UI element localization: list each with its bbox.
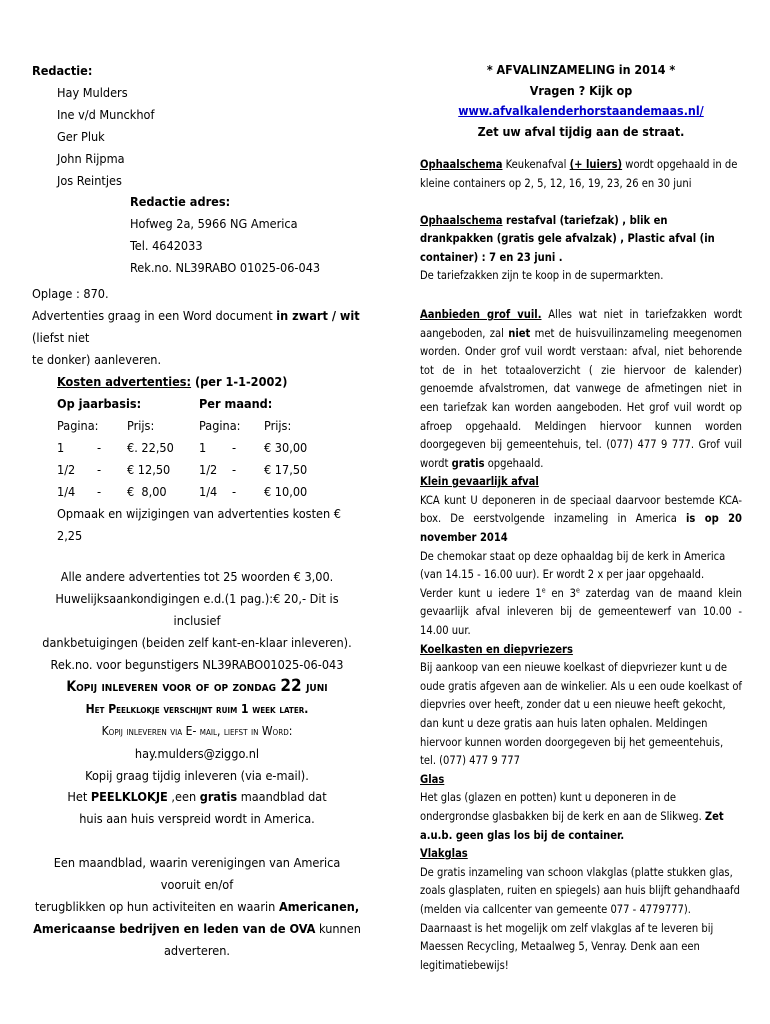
tariefzakken-line: De tariefzakken zijn te koop in de supermarkten.	[420, 269, 664, 283]
editor-name: Jos Reintjes	[57, 172, 122, 188]
table-header: Pagina:	[199, 417, 241, 433]
grof-vuil-paragraph: Aanbieden grof vuil. Alles wat niet in tariefzakken wordt aangeboden, zal niet met de huisvuilinzameling meegenomen worden. Onder grof vuil wordt verstaan: afval, niet behorende tot de in het totaaloverzicht ( zie hiervoor de kalender) genoemde afvalstromen, dat vanwege de afmetingen niet in een tariefzak kan worden aangeboden. Het grof vuil wordt op afroep opgehaald. Meldingen hiervoor kunnen worden doorgegeven bij gemeentehuis, tel. (077) 477 9 777. Grof vuil wordt gratis opgehaald.	[420, 307, 742, 470]
table-header: Prijs:	[264, 417, 292, 433]
adres-line: Tel. 4642033	[130, 238, 203, 254]
glas-paragraph: Het glas (glazen en potten) kunt u deponeren in de ondergrondse glasbakken bij de kerk en aan de Slikweg. Zet a.u.b. geen glas los bij de container.	[420, 791, 724, 842]
koelkasten-title: Koelkasten en diepvriezers	[420, 642, 573, 656]
afvalinzameling-title: * AFVALINZAMELING in 2014 *	[486, 62, 676, 77]
huwelijk-line: Huwelijksaankondigingen e.d.(1 pag.):€ 20,- Dit is inclusief	[55, 591, 339, 629]
kopij-deadline: Kopij inleveren voor of op zondag 22 juni	[66, 675, 328, 696]
advertenties-line: Advertenties graag in een Word document in zwart / wit (liefst niet	[32, 307, 360, 345]
table-row: 1 - €. 22,50 1 - € 30,00	[57, 439, 308, 455]
price-table	[57, 393, 307, 503]
redactie-adres-title: Redactie adres:	[130, 194, 231, 210]
tijdig-line: Kopij graag tijdig inleveren (via e-mail).	[85, 767, 309, 783]
table-row: 1/2 - € 12,50 1/2 - € 17,50	[57, 461, 308, 477]
ophaalschema-keukenafval: Ophaalschema Keukenafval (+ luiers) wordt opgehaald in de kleine containers op 2, 5, 12, 16, 19, 23, 26 en 30 juni	[420, 158, 738, 190]
email-address[interactable]: hay.mulders@ziggo.nl	[134, 745, 260, 761]
kosten-title: Kosten advertenties: (per 1-1-2002)	[57, 373, 288, 389]
koelkasten-paragraph: Bij aankoop van een nieuwe koelkast of diepvriezer kunt u de oude gratis afgeven aan de winkelier. Als u een oude koelkast of diepvries over heeft, zonder dat u een nieuwe heeft gekocht, dan kunt u deze gratis aan huis laten ophalen. Meldingen hiervoor kunnen worden doorgegeven bij het gemeentehuis, tel. (077) 477 9 777	[420, 661, 742, 768]
afvalkalender-link[interactable]: www.afvalkalenderhorstaandemaas.nl/	[458, 103, 704, 119]
glas-title: Glas	[420, 772, 445, 786]
maandblad-line-2: terugblikken op hun activiteiten en waarin Americanen,	[34, 899, 360, 915]
opmaak-line: Opmaak en wijzigingen van advertenties kosten € 2,25	[57, 505, 341, 543]
kopij-via: Kopij inleveren via E- mail, liefst in Word:	[101, 723, 293, 738]
kga-paragraph: KCA kunt U deponeren in de speciaal daarvoor bestemde KCA-box. De eerstvolgende inzameling in America is op 20 november 2014	[420, 493, 743, 545]
per-maand: Per maand:	[199, 395, 273, 411]
dankbetuigingen-line: dankbetuigingen (beiden zelf kant-en-klaar inleveren).	[42, 635, 352, 651]
redactie-title: Redactie:	[32, 63, 93, 78]
vlakglas-paragraph: De gratis inzameling van schoon vlakglas (platte stukken glas, zoals glasplaten, ruiten en spiegels) aan huis blijft gehandhaafd (melden via callcenter van gemeente 077 - 4779777). Daarnaast is het mogelijk om zelf vlakglas af te leveren bij Maessen Recycling, Metaalweg 5, Venray. Denk aan een legitimatiebewijs!	[420, 865, 740, 972]
op-jaarbasis: Op jaarbasis:	[57, 395, 142, 411]
oplage: Oplage : 870.	[32, 286, 109, 302]
advertenties-line-2: te donker) aanleveren.	[32, 351, 162, 367]
vragen-line: Vragen ? Kijk op www.afvalkalenderhorstaandemaas.nl/	[458, 82, 704, 119]
left-column	[32, 60, 362, 962]
andere-advertenties: Alle andere advertenties tot 25 woorden € 3,00.	[60, 569, 334, 585]
editor-name: Ine v/d Munckhof	[57, 106, 155, 122]
kga-title: Klein gevaarlijk afval	[420, 475, 539, 489]
editor-name: Ger Pluk	[57, 128, 105, 144]
editor-name: John Rijpma	[57, 150, 125, 166]
peelklokje-line: Het PEELKLOKJE ,een gratis maandblad dat	[67, 789, 327, 805]
zet-afval-line: Zet uw afval tijdig aan de straat.	[477, 123, 685, 139]
table-row: 1/4 - € 8,00 1/4 - € 10,00	[57, 483, 308, 499]
peelklokje-note: Het Peelklokje verschijnt ruim 1 week later.	[85, 701, 309, 716]
right-column	[420, 60, 742, 975]
maandblad-line-1: Een maandblad, waarin verenigingen van America vooruit en/of	[53, 855, 341, 893]
huis-aan-huis-line: huis aan huis verspreid wordt in America.	[79, 811, 315, 827]
rekening-line: Rek.no. voor begunstigers NL39RABO01025-06-043	[50, 657, 344, 673]
chemokar-paragraph: De chemokar staat op deze ophaaldag bij de kerk in America (van 14.15 - 16.00 uur). Er wordt 2 x per jaar opgehaald.	[420, 549, 726, 582]
gemeentewerf-paragraph: Verder kunt u iedere 1e en 3e zaterdag van de maand klein gevaarlijk afval inleveren bij de gemeentewerf van 10.00 - 14.00 uur.	[420, 586, 742, 638]
vlakglas-title: Vlakglas	[420, 847, 468, 861]
ophaalschema-restafval: Ophaalschema restafval (tariefzak) , blik en drankpakken (gratis gele afvalzak) , Plastic afval (in container) : 7 en 23 juni .	[420, 213, 715, 264]
adres-line: Hofweg 2a, 5966 NG America	[130, 216, 298, 232]
table-header: Prijs:	[127, 417, 155, 433]
adres-line: Rek.no. NL39RABO 01025-06-043	[130, 260, 321, 276]
table-header: Pagina:	[57, 417, 99, 433]
maandblad-line-3: Americaanse bedrijven en leden van de OVA kunnen adverteren.	[33, 921, 361, 958]
editor-name: Hay Mulders	[57, 84, 128, 100]
